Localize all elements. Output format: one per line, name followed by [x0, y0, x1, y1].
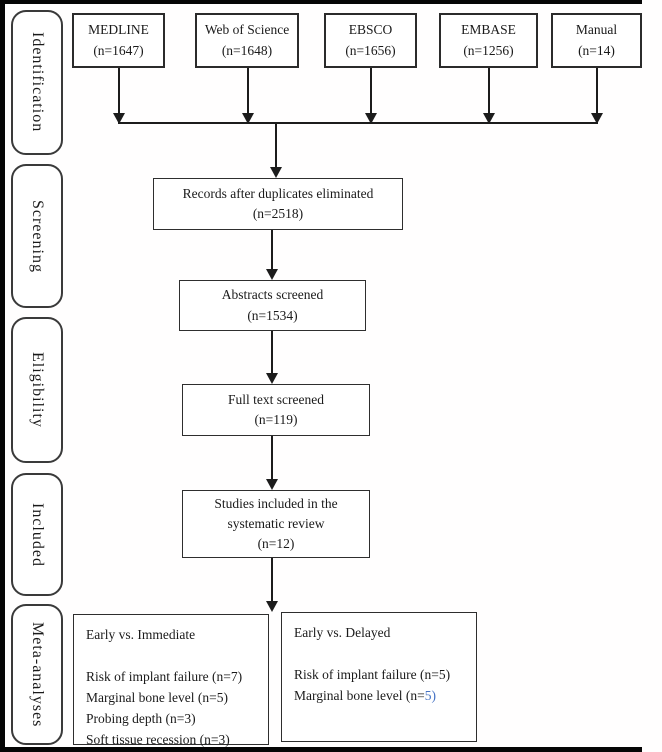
- stage-label: Eligibility: [29, 352, 46, 428]
- meta-item: Risk of implant failure (n=7): [86, 669, 243, 684]
- source-box-embase: [439, 13, 538, 68]
- source-box-manual: [551, 13, 642, 68]
- source-name: MEDLINE: [88, 22, 149, 38]
- meta-item: Soft tissue recession (n=3): [86, 732, 230, 747]
- stage-label: Meta-analyses: [29, 621, 46, 728]
- flow-text: Full text screened: [228, 391, 324, 407]
- connector-line: [275, 124, 277, 168]
- meta-item: Risk of implant failure (n=5): [294, 667, 451, 682]
- flow-text: systematic review: [227, 515, 325, 531]
- connector-line: [271, 331, 273, 374]
- source-count: (n=1647): [93, 42, 144, 58]
- merge-line: [118, 122, 598, 124]
- stage-identification: [11, 10, 63, 155]
- connector-line: [596, 68, 598, 113]
- connector-line: [118, 68, 120, 113]
- meta-item-prefix: Marginal bone level (n=: [294, 688, 425, 703]
- meta-title: Early vs. Immediate: [86, 627, 196, 642]
- stage-screening: [11, 164, 63, 308]
- connector-line: [488, 68, 490, 113]
- flow-text: Records after duplicates eliminated: [182, 185, 374, 201]
- source-count: (n=14): [578, 42, 615, 58]
- stage-label: Identification: [29, 32, 46, 133]
- stage-label: Included: [29, 502, 46, 567]
- source-box-ebsco: [324, 13, 417, 68]
- flow-count: (n=1534): [247, 307, 298, 323]
- arrowhead-icon: [266, 269, 278, 280]
- meta-item: Marginal bone level (n=5): [86, 690, 228, 705]
- stage-meta-analyses: [11, 604, 63, 745]
- source-box-web-of-science: [195, 13, 299, 68]
- source-name: EMBASE: [461, 22, 516, 38]
- source-count: (n=1256): [463, 42, 514, 58]
- arrowhead-icon: [266, 373, 278, 384]
- flow-box-fulltext-screened: [182, 384, 370, 436]
- source-name: EBSCO: [348, 22, 393, 38]
- stage-included: [11, 473, 63, 596]
- arrowhead-icon: [266, 601, 278, 612]
- connector-line: [271, 558, 273, 602]
- flow-count: (n=119): [254, 412, 298, 427]
- meta-item: Probing depth (n=3): [86, 711, 196, 726]
- meta-box-early-vs-delayed: [281, 612, 477, 742]
- arrowhead-icon: [270, 167, 282, 178]
- flow-box-studies-included: [182, 490, 370, 558]
- flow-box-abstracts-screened: [179, 280, 366, 331]
- connector-line: [271, 230, 273, 270]
- stage-label: Screening: [29, 199, 46, 273]
- connector-line: [370, 68, 372, 113]
- meta-item-blue-count: 5): [424, 688, 436, 703]
- scan-edge-left: [0, 0, 5, 752]
- meta-title: Early vs. Delayed: [294, 625, 391, 640]
- arrowhead-icon: [266, 479, 278, 490]
- flow-count: (n=2518): [252, 206, 304, 221]
- flow-count: (n=12): [257, 536, 295, 552]
- stage-eligibility: [11, 317, 63, 463]
- flow-text: Studies included in the: [214, 495, 338, 511]
- source-count: (n=1648): [221, 42, 273, 58]
- flow-text: Abstracts screened: [221, 287, 324, 303]
- connector-line: [271, 436, 273, 480]
- connector-line: [247, 68, 249, 113]
- source-name: Web of Science: [204, 22, 290, 38]
- source-box-medline: [72, 13, 165, 68]
- meta-item: [294, 685, 436, 706]
- source-name: Manual: [575, 22, 618, 38]
- meta-box-early-vs-immediate: [73, 614, 269, 745]
- source-count: (n=1656): [345, 42, 396, 58]
- scan-edge-top: [0, 0, 642, 4]
- flow-box-duplicates-eliminated: [153, 178, 403, 230]
